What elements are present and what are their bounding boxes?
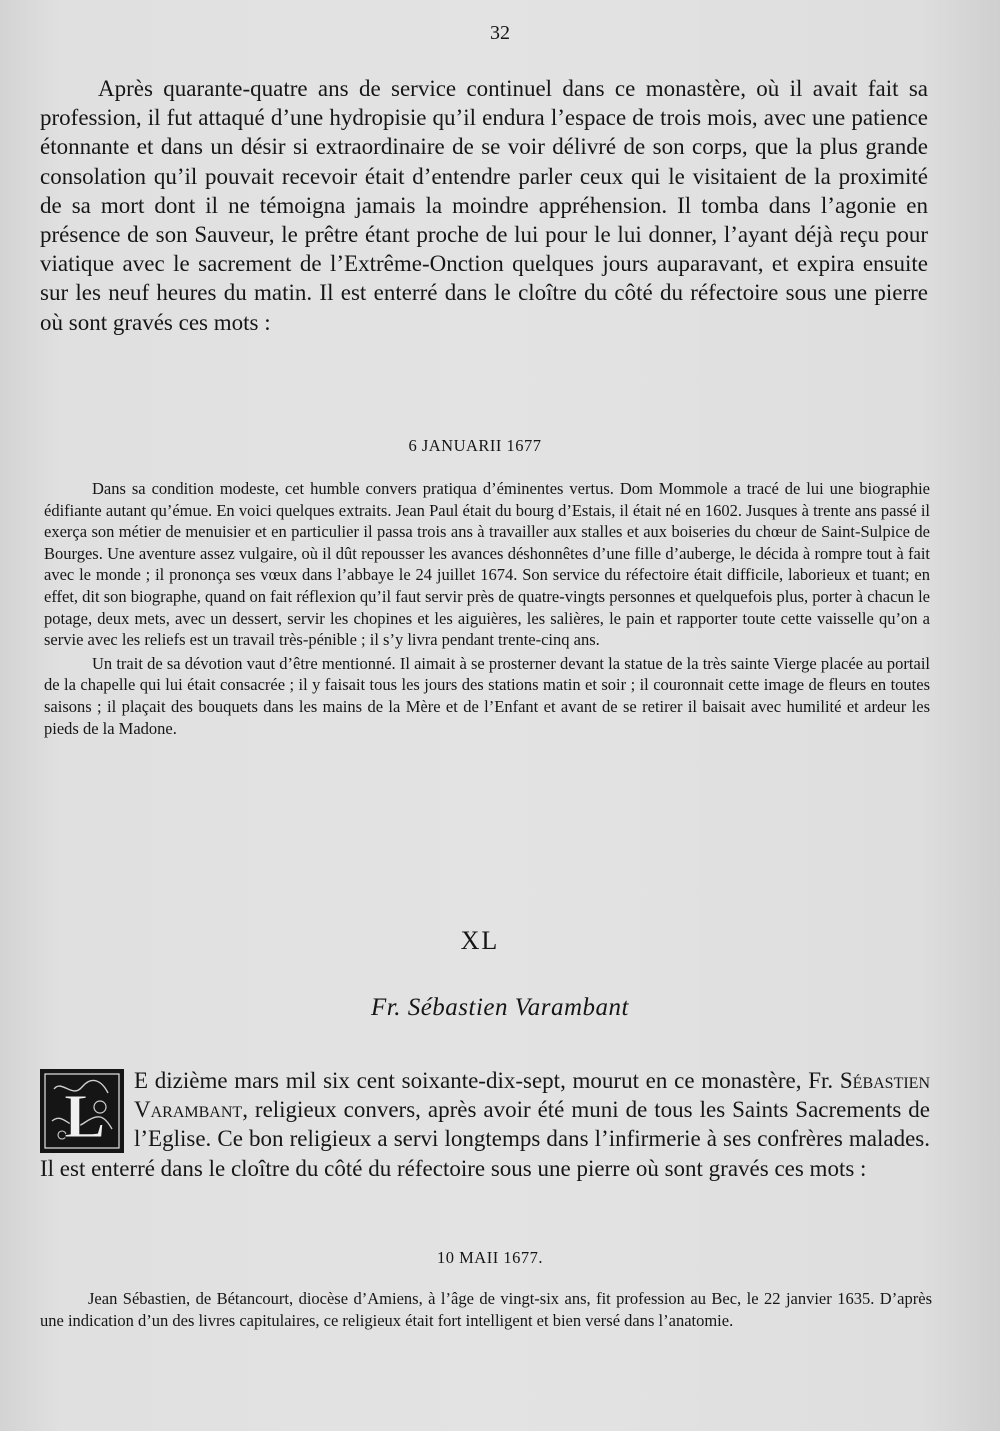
ornamental-dropcap [40,1069,124,1153]
epitaph-xxxix: 6 JANUARII 1677 [408,436,542,455]
section-heading: Fr. Sébastien Varambant [370,994,630,1021]
entry-xl-notes [40,1288,932,1331]
dropcap-ornament-icon [42,1071,122,1151]
dropcap-letter: L [64,1083,106,1151]
note-paragraph-1: Dans sa condition modeste, cet humble convers pratiqua d’éminentes vertus. Dom Mommole a tracé de lui une biographie édifiante autant qu’émue. En voici quelques extraits. Jean Paul était du bourg d’Estais, il était né en 1602. Jusques à trente ans passé il exerça son métier de menuisier et en particulier il passa trois ans à travailler aux stalles et aux boiseries du chœur de Saint-Sulpice de Bourges. Une aventure assez vulgaire, où il dût repousser les avances déshonnêtes d’une fille d’auberge, le décida à rompre tout à fait avec le monde ; il prononça ses vœux dans l’abbaye le 24 juillet 1674. Son service du réfectoire était difficile, laborieux et tuant; en effet, dit son biographe, quand on fait réflexion qu’il faut servir près de quatre-vingts personnes et quelquefois plus, porter à chacun le potage, deux mets, avec un dessert, servir les chopines et les aiguières, les salières, le pain et rapporter toute cette vaisselle qu’on a servie avec les reliefs est un travail très-pénible ; il s’y livra pendant trente-cinq ans. [44,479,930,650]
entry-xxxix-notes [44,478,930,739]
entry-xl-body: , religieux convers, après avoir été muni de tous les Saints Sacrements de l’Eglise. Ce bon religieux a servi longtemps dans l’infirmerie à ses confrères malades. Il est enterré dans le cloître du côté du réfectoire sous une pierre où sont gravés ces mots : [40,1097,930,1181]
entry-xxxix-text [40,74,928,337]
monk-name: Sébastien Varambant [134,1068,930,1123]
entry-xl-lead: E dizième mars mil six cent soixante-dix-sept, mourut en ce monastère, Fr. [134,1068,834,1093]
section-number: XL [460,926,500,955]
note-paragraph-xl: Jean Sébastien, de Bétancourt, diocèse d’Amiens, à l’âge de vingt-six ans, fit profession au Bec, le 22 janvier 1635. D’après une indication d’un des livres capitulaires, ce religieux était fort intelligent et bien versé dans l’anatomie. [40,1289,932,1330]
entry-xxxix-paragraph: Après quarante-quatre ans de service continuel dans ce monastère, où il avait fait sa profession, il fut attaqué d’une hydropisie qu’il endura l’espace de trois mois, avec une patience étonnante et dans un désir si extraordinaire de se voir délivré de son corps, que la plus grande consolation qu’il pouvait recevoir était d’entendre parler ceux qui le visitaient de la proximité de sa mort dont il ne témoigna jamais la moindre appréhension. Il tomba dans l’agonie en présence de son Sauveur, le prêtre étant proche de lui pour le lui donner, l’ayant déjà reçu pour viatique avec le sacrement de l’Extrême-Onction quelques jours auparavant, et expira ensuite sur les neuf heures du matin. Il est enterré dans le cloître du côté du réfectoire sous une pierre où sont gravés ces mots : [40,76,928,335]
entry-xl-text [40,1066,930,1183]
epitaph-xl: 10 MAII 1677. [437,1248,543,1267]
note-paragraph-2: Un trait de sa dévotion vaut d’être mentionné. Il aimait à se prosterner devant la statue de la très sainte Vierge placée au portail de la chapelle qui lui était consacrée ; il y faisait tous les jours des stations matin et soir ; il couronnait cette image de fleurs en toutes saisons ; il plaçait des bouquets dans les mains de la Mère et de l’Enfant et avant de se retirer il baisait avec humilité et ardeur les pieds de la Madone. [44,653,930,738]
page-number: 32 [490,22,510,44]
